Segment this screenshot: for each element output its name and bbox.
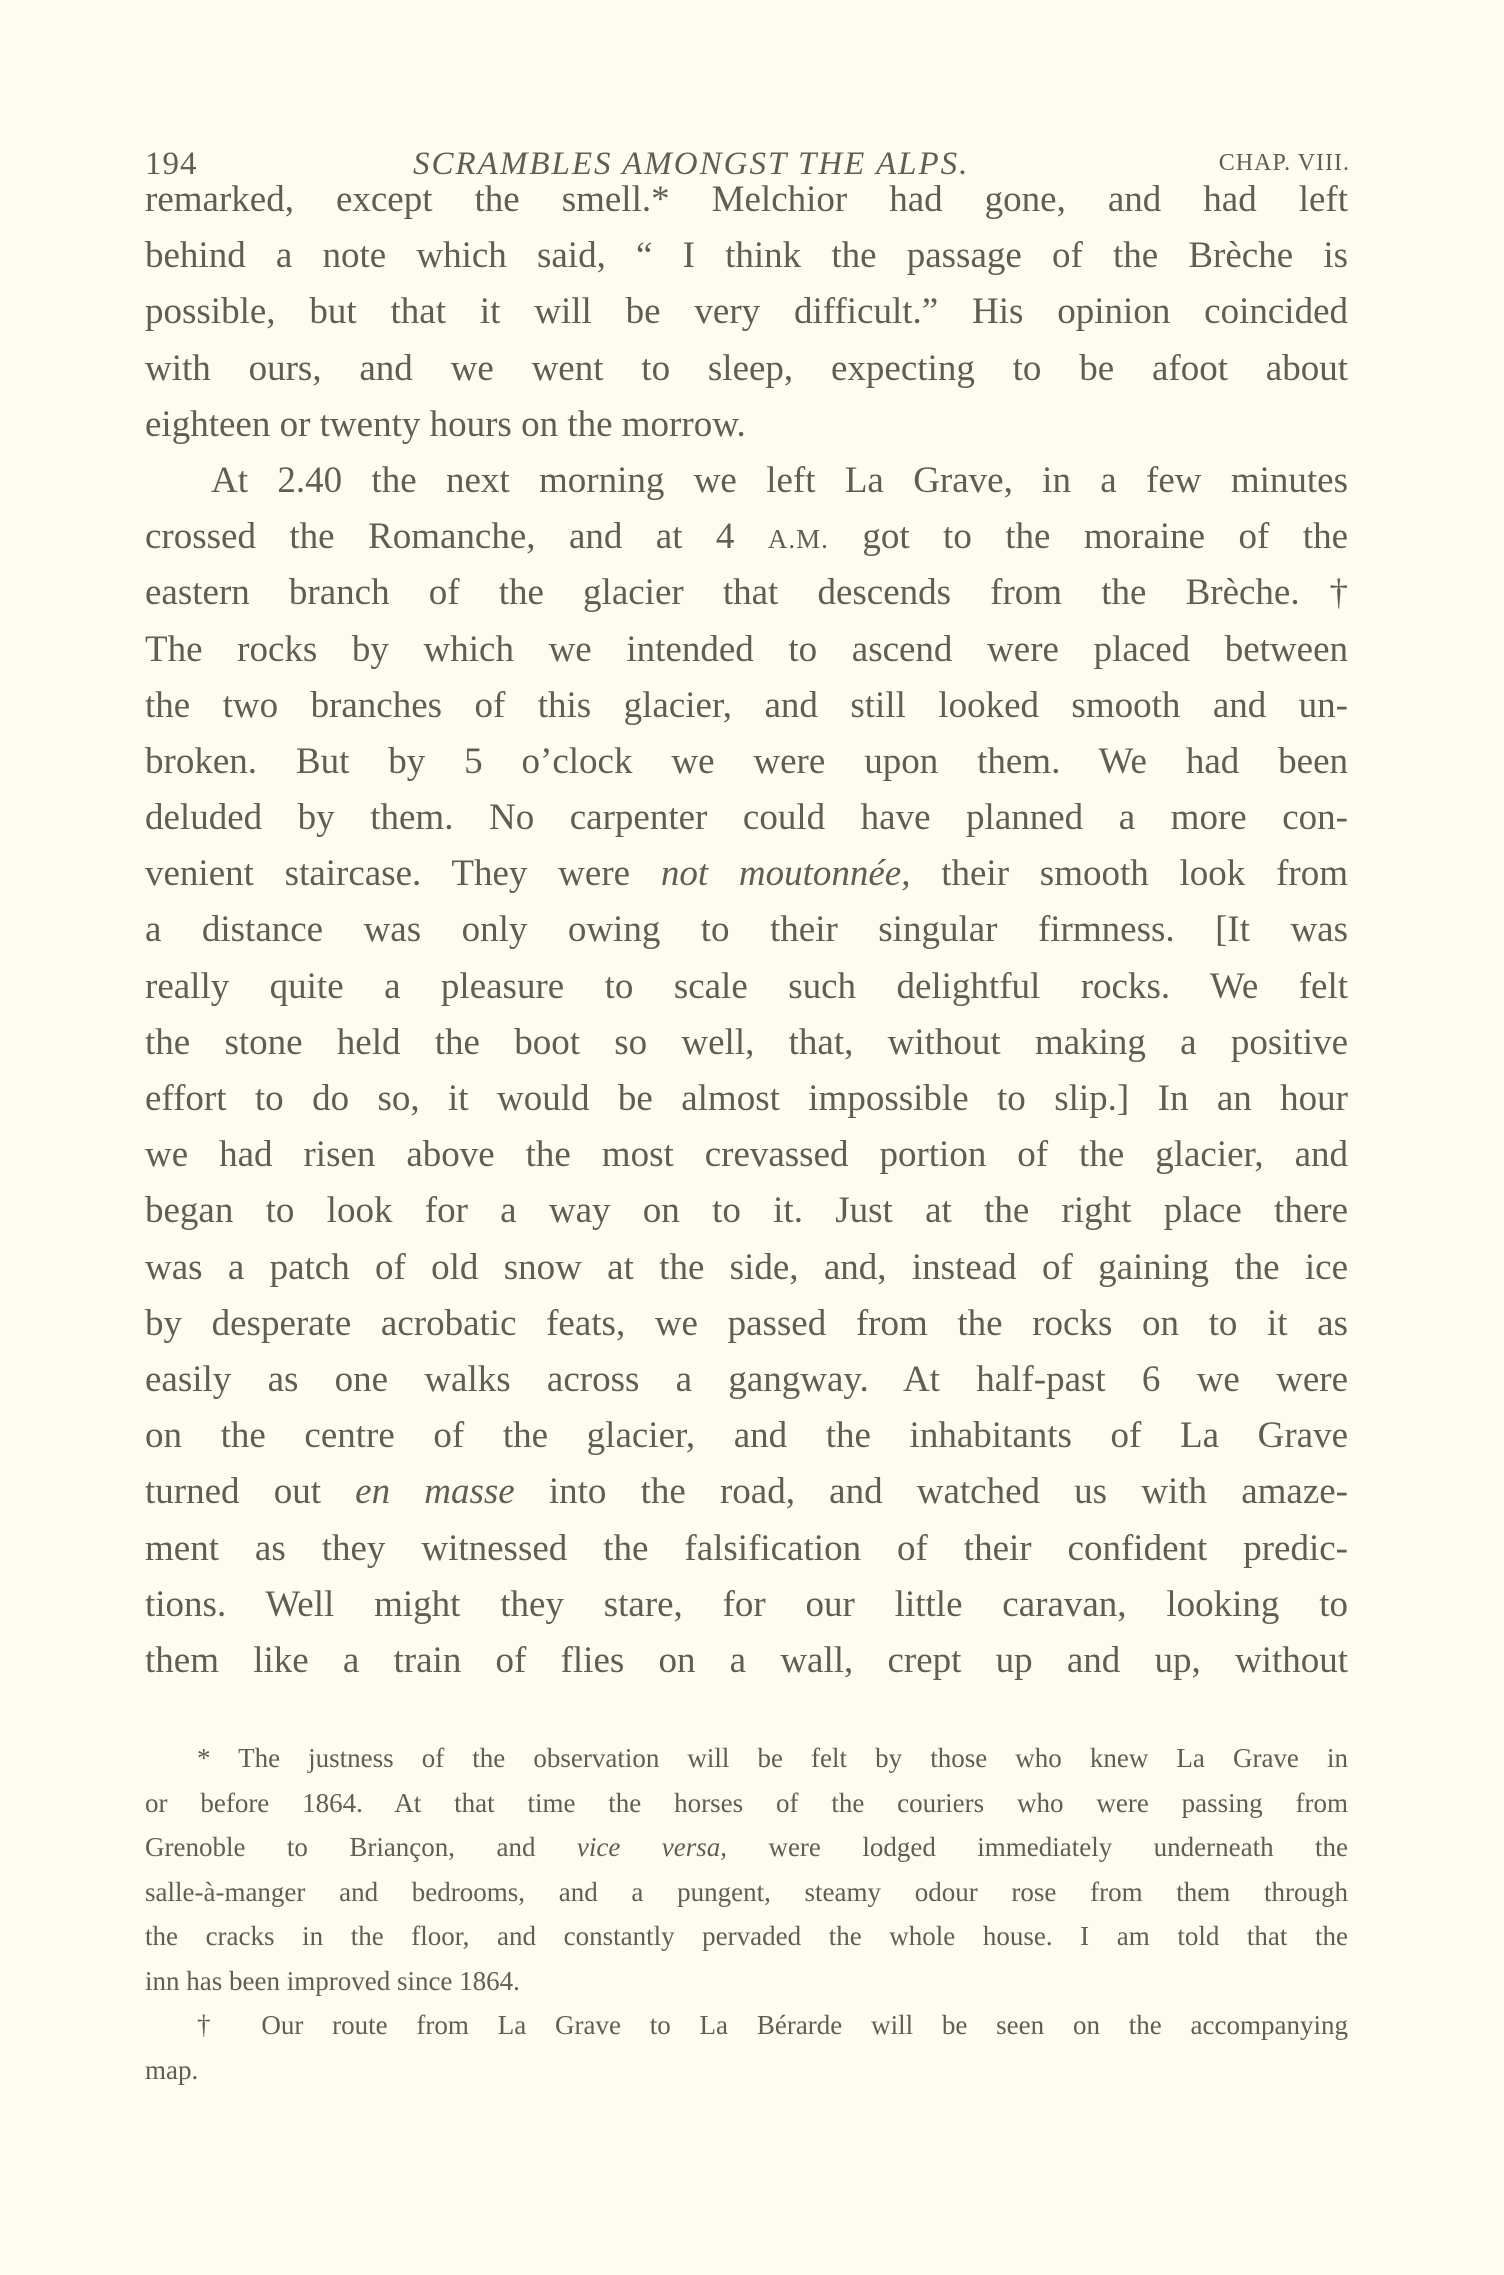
body-line [145,1071,1348,1127]
text-segment: turned out [145,1471,356,1513]
text-segment: inn has been improved since 1864. [145,1965,520,1996]
text-segment: salle-à-manger and bedrooms, and a pungent, steamy odour rose from them through [145,1876,1348,1907]
footnote-line [145,1959,1348,2004]
text-segment: A.M. [767,524,829,555]
body-line [145,1633,1348,1689]
italic-text: en masse [355,1471,515,1513]
italic-text: not moutonnée, [660,853,911,895]
body-line [145,228,1348,284]
text-segment: deluded by them. No carpenter could have planned a more con- [145,797,1348,839]
body-line [145,1240,1348,1296]
body-line [145,284,1348,340]
text-segment: was a patch of old snow at the side, and, instead of gaining the ice [145,1246,1348,1288]
footnote-line [145,1825,1348,1870]
body-line [145,1352,1348,1408]
page-number: 194 [145,146,198,182]
footnote-line [145,1736,1348,1781]
body-line [145,565,1348,621]
text-segment: remarked, except the smell.* Melchior had gone, and had left [145,179,1348,220]
text-segment: got to the moraine of the [828,516,1348,558]
text-segment: eighteen or twenty hours on the morrow. [145,403,746,445]
text-segment: the stone held the boot so well, that, without making a positive [145,1021,1348,1063]
text-segment: behind a note which said, “ I think the passage of the Brèche is [145,235,1348,277]
text-segment: The rocks by which we intended to ascend were placed between [145,628,1348,670]
text-segment: into the road, and watched us with amaze- [514,1471,1348,1513]
body-line [145,1521,1348,1577]
body-line [145,172,1348,228]
body-line [145,959,1348,1015]
text-segment: effort to do so, it would be almost impossible to slip.] In an hour [145,1078,1348,1119]
text-segment: † Our route from La Grave to La Bérarde will be seen on the accompanying [197,2010,1348,2040]
text-segment: by desperate acrobatic feats, we passed from the rocks on to it as [145,1302,1348,1344]
text-segment: a distance was only owing to their singular firmness. [It was [145,909,1348,951]
body-line [145,397,1348,453]
body-line [145,622,1348,678]
footnote-line [145,2003,1348,2048]
text-segment: venient staircase. They were [145,853,661,895]
text-segment: * The justness of the observation will be felt by those who knew La Grave in [197,1743,1348,1773]
text-segment: or before 1864. At that time the horses of the couriers who were passing from [145,1787,1348,1818]
text-segment: broken. But by 5 o’clock we were upon them. We had been [145,740,1348,782]
text-segment: really quite a pleasure to scale such delightful rocks. We felt [145,965,1348,1007]
text-segment: on the centre of the glacier, and the inhabitants of La Grave [145,1415,1348,1457]
body-line [145,509,1348,565]
text-segment: the cracks in the floor, and constantly pervaded the whole house. I am told that the [145,1921,1348,1951]
body-line [145,1296,1348,1352]
text-segment: map. [145,2054,199,2085]
body-line [145,1127,1348,1183]
body-line [145,790,1348,846]
running-title: SCRAMBLES AMONGST THE ALPS. [413,146,970,182]
text-segment: possible, but that it will be very difficult.” His opinion coincided [145,291,1348,333]
body-line [145,846,1348,902]
text-segment: began to look for a way on to it. Just at the right place there [145,1190,1348,1232]
text-segment: we had risen above the most crevassed portion of the glacier, and [145,1134,1348,1176]
body-line [145,1464,1348,1520]
footnote-line [145,1870,1348,1915]
footnote-line [145,1781,1348,1826]
body-text [145,172,1348,1689]
text-segment: At 2.40 the next morning we left La Grave, in a few minutes [211,459,1348,501]
footnote-line [145,2048,1348,2093]
text-segment: tions. Well might they stare, for our little caravan, looking to [145,1583,1348,1625]
text-segment: them like a train of flies on a wall, crept up and up, without [145,1639,1348,1681]
text-segment: crossed the Romanche, and at 4 [145,516,768,558]
body-line [145,341,1348,397]
body-line [145,1577,1348,1633]
body-line [145,1408,1348,1464]
body-line [145,1015,1348,1071]
text-segment: easily as one walks across a gangway. At half-past 6 we were [145,1358,1348,1400]
text-segment: ment as they witnessed the falsification of their confident predic- [145,1527,1348,1569]
body-line [145,902,1348,958]
italic-text: vice versa, [576,1832,728,1862]
body-line [145,678,1348,734]
text-segment: were lodged immediately underneath the [727,1832,1348,1862]
text-segment: their smooth look from [910,853,1348,895]
text-segment: the two branches of this glacier, and still looked smooth and un- [145,684,1348,726]
body-line [145,1183,1348,1239]
footnote-line [145,1914,1348,1959]
body-line [145,734,1348,790]
chapter-label: CHAP. VIII. [1218,150,1350,176]
text-segment: with ours, and we went to sleep, expecting to be afoot about [145,347,1348,389]
text-segment: eastern branch of the glacier that descends from the Brèche.† [145,572,1348,614]
body-line [145,453,1348,509]
text-segment: Grenoble to Briançon, and [145,1832,577,1862]
footnotes [145,1736,1348,2092]
